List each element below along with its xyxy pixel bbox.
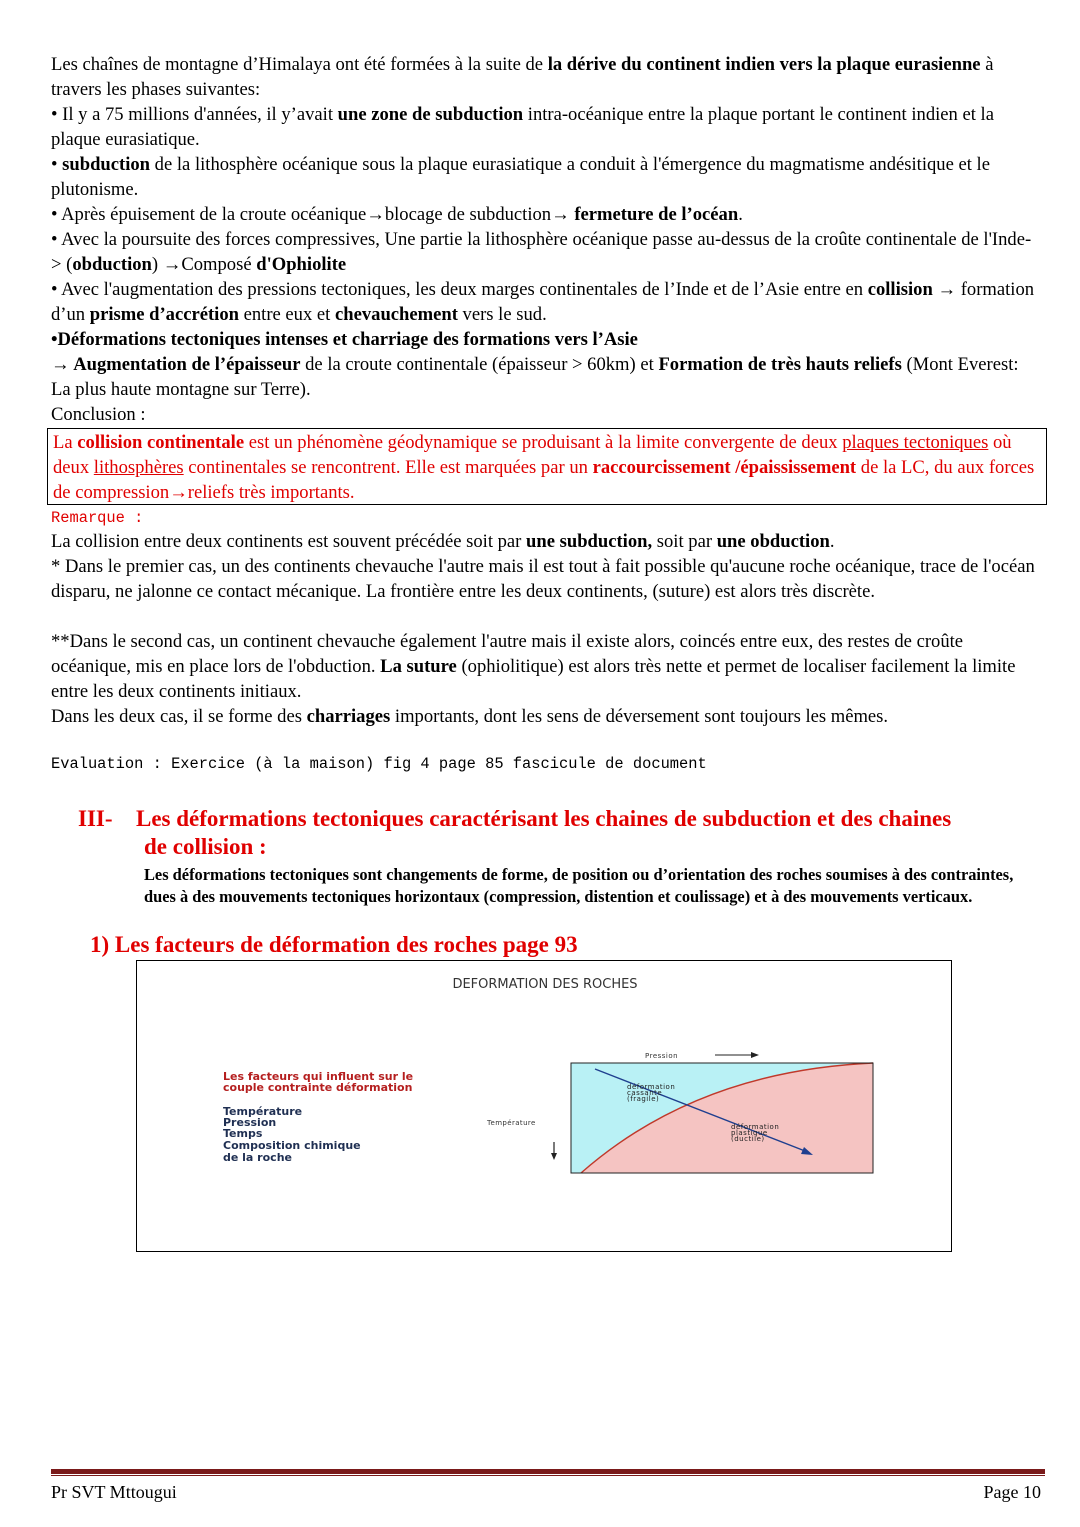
phase-text: intra-océanique entre la plaque portant le continent indien et la plaque eurasiatique. bbox=[51, 104, 994, 150]
factor-item: Temps bbox=[223, 1127, 263, 1140]
arrow-icon: → bbox=[169, 482, 188, 503]
plastique-label: (ductile) bbox=[731, 1135, 765, 1143]
section-number: III- bbox=[78, 806, 113, 831]
section-definition: Les déformations tectoniques sont changements de forme, de position ou d’orientation des roches soumises à des contraintes, dues à des mouvements tectoniques horizontaux (compression, distention et coulissage) et à des mouvements verticaux. bbox=[144, 865, 1014, 906]
phase-bold: d'Ophiolite bbox=[256, 254, 347, 275]
remarque-p4 bbox=[51, 704, 1041, 729]
factor-item: Composition chimique bbox=[223, 1139, 361, 1152]
intro-paragraph bbox=[51, 52, 1041, 102]
phase-text: • Il y a 75 millions d'années, il y’avait bbox=[51, 104, 338, 125]
remarque-p1 bbox=[51, 529, 1041, 554]
phase-text: de la lithosphère océanique sous la plaque eurasiatique a conduit à l'émergence du magmatisme andésitique et le plutonisme. bbox=[51, 154, 990, 200]
conclusion-run: de la LC, du aux forces de compression bbox=[53, 457, 1035, 503]
conclusion-bold: collision continentale bbox=[77, 432, 245, 453]
conclusion-run: où deux bbox=[53, 432, 1012, 478]
plastique-label: déformation bbox=[731, 1123, 780, 1131]
phase-bold: obduction bbox=[72, 254, 152, 275]
factors-title: Les facteurs qui influent sur le bbox=[223, 1070, 414, 1083]
remarque-bold: une obduction bbox=[716, 531, 830, 552]
subsection-heading: 1) Les facteurs de déformation des roches page 93 bbox=[90, 932, 578, 957]
phase-text: ) bbox=[151, 254, 163, 275]
arrow-icon: → bbox=[937, 279, 957, 300]
phase-7 bbox=[51, 352, 1041, 402]
arrow-icon: → bbox=[162, 254, 182, 275]
phase-text: (Mont Everest: La plus haute montagne sur Terre). bbox=[51, 354, 1019, 400]
conclusion-run: La bbox=[53, 432, 78, 453]
phase-bold: Formation de très hauts reliefs bbox=[658, 354, 902, 375]
remarque-text: La collision entre deux continents est souvent précédée soit par bbox=[51, 531, 527, 552]
phase-bold: chevauchement bbox=[335, 304, 458, 325]
conclusion-box bbox=[47, 428, 1047, 505]
phase-text: • Après épuisement de la croute océanique bbox=[51, 204, 367, 225]
conclusion-underline: lithosphères bbox=[93, 457, 184, 478]
phase-text: blocage de subduction bbox=[384, 204, 552, 225]
pression-arrow-icon bbox=[751, 1052, 759, 1058]
phase-bold: fermeture de l’océan bbox=[574, 204, 739, 225]
arrow-icon: → bbox=[51, 354, 70, 375]
phase-3 bbox=[51, 202, 1041, 227]
pression-label: Pression bbox=[645, 1052, 679, 1060]
footer-author: Pr SVT Mttougui bbox=[51, 1482, 177, 1502]
phase-bold: •Déformations tectoniques intenses et charriage des formations vers l’Asie bbox=[51, 329, 638, 350]
section-title: de collision : bbox=[144, 834, 267, 859]
phase-bold: subduction bbox=[62, 154, 151, 175]
remarque-text: Dans les deux cas, il se forme des bbox=[51, 706, 307, 727]
phase-6 bbox=[51, 327, 1041, 352]
remarque-p2: * Dans le premier cas, un des continents chevauche l'autre mais il est tout à fait possible qu'aucune roche océanique, trace de l'océan disparu, ne jalonne ce contact mécanique. La frontière entre les deux continents, (suture) est alors très discrète. bbox=[51, 556, 1035, 602]
remarque-text: importants, dont les sens de déversement sont toujours les mêmes. bbox=[390, 706, 889, 727]
conclusion-label: Conclusion : bbox=[51, 404, 146, 425]
arrow-icon: → bbox=[551, 204, 575, 225]
factors-title: couple contrainte déformation bbox=[223, 1081, 413, 1094]
phase-text: . bbox=[738, 204, 743, 225]
phase-bold: collision bbox=[867, 279, 933, 300]
phase-bold: une zone de subduction bbox=[337, 104, 524, 125]
phase-bold: prisme d’accrétion bbox=[89, 304, 239, 325]
phase-2 bbox=[51, 152, 1041, 202]
intro-bold: la dérive du continent indien vers la plaque eurasienne bbox=[547, 54, 981, 75]
remarque-label: Remarque : bbox=[51, 509, 144, 527]
conclusion-underline: plaques tectoniques bbox=[842, 432, 989, 453]
phase-text: • Avec l'augmentation des pressions tectoniques, les deux marges continentales de l’Inde et de l’Asie entre en bbox=[51, 279, 868, 300]
phase-text: vers le sud. bbox=[457, 304, 547, 325]
phase-text: Composé bbox=[181, 254, 257, 275]
phase-4 bbox=[51, 227, 1041, 277]
remarque-p3 bbox=[51, 629, 1041, 704]
phase-text: • Avec la poursuite des forces compressives, Une partie la lithosphère océanique passe au-dessus de la croûte continentale de l'Inde-> ( bbox=[51, 229, 1032, 275]
factor-item: Température bbox=[223, 1105, 303, 1118]
conclusion-run: est un phénomène géodynamique se produisant à la limite convergente de deux bbox=[244, 432, 843, 453]
plastique-label: plastique bbox=[731, 1129, 768, 1137]
phase-text: entre eux et bbox=[238, 304, 335, 325]
remarque-bold: charriages bbox=[306, 706, 391, 727]
phase-text: formation d’un bbox=[51, 279, 1035, 325]
conclusion-text bbox=[53, 430, 1042, 505]
factor-item: Pression bbox=[223, 1116, 277, 1129]
phase-text: de la croute continentale (épaisseur > 60km) et bbox=[300, 354, 659, 375]
temperature-label: Température bbox=[487, 1119, 536, 1127]
remarque-text: . bbox=[829, 531, 835, 552]
remarque-bold: une subduction, bbox=[526, 531, 653, 552]
section-heading bbox=[78, 805, 1048, 861]
section-title: Les déformations tectoniques caractérisant les chaines de subduction et des chaines bbox=[136, 806, 952, 831]
phase-5 bbox=[51, 277, 1041, 327]
footer-rule bbox=[51, 1469, 1045, 1474]
remarque-text: **Dans le second cas, un continent chevauche également l'autre mais il existe alors, coincés entre eux, des restes de croûte océanique, mis en place lors de l'obduction. bbox=[51, 631, 964, 677]
cassante-label: déformation bbox=[627, 1083, 676, 1091]
phase-1 bbox=[51, 102, 1041, 152]
conclusion-bold: raccourcissement /épaississement bbox=[592, 457, 857, 478]
cassante-label: cassante bbox=[627, 1089, 663, 1097]
intro-text: à travers les phases suivantes: bbox=[51, 54, 994, 100]
remarque-bold: La suture bbox=[380, 656, 457, 677]
remarque-text: (ophiolitique) est alors très nette et permet de localiser facilement la limite entre les deux continents initiaux. bbox=[51, 656, 1016, 702]
footer-rule bbox=[51, 1475, 1045, 1476]
deformation-figure bbox=[136, 960, 952, 1252]
temperature-arrow-icon bbox=[551, 1153, 557, 1160]
page-number: Page 10 bbox=[983, 1482, 1041, 1502]
conclusion-run: continentales se rencontrent. Elle est marquées par un bbox=[183, 457, 593, 478]
remarque-text: soit par bbox=[652, 531, 717, 552]
deformation-diagram bbox=[137, 961, 953, 1253]
phase-bold: Augmentation de l’épaisseur bbox=[69, 354, 301, 375]
figure-title: DEFORMATION DES ROCHES bbox=[452, 977, 638, 992]
evaluation-line: Evaluation : Exercice (à la maison) fig 4 page 85 fascicule de document bbox=[51, 755, 707, 773]
factor-item: de la roche bbox=[223, 1151, 292, 1164]
arrow-icon: → bbox=[366, 204, 385, 225]
cassante-label: (fragile) bbox=[627, 1095, 660, 1103]
intro-text: Les chaînes de montagne d’Himalaya ont été formées à la suite de bbox=[51, 54, 548, 75]
phase-text: • bbox=[51, 154, 63, 175]
conclusion-run: reliefs très importants. bbox=[187, 482, 355, 503]
